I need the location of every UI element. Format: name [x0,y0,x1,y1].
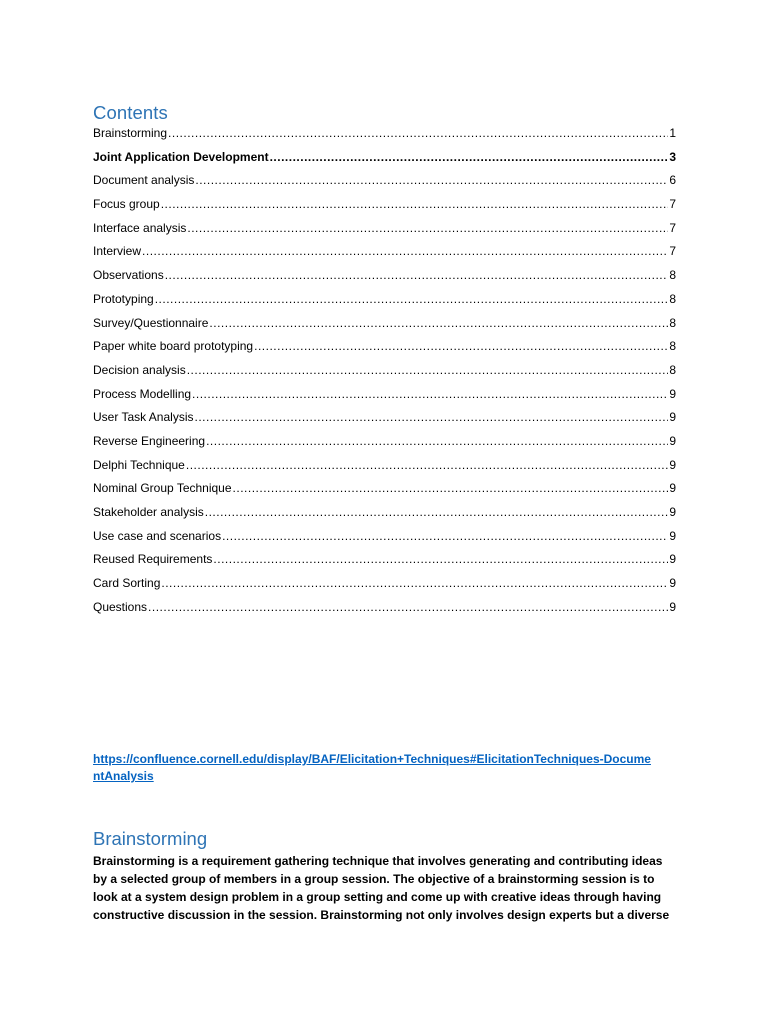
toc-entry[interactable] [93,505,676,529]
toc-entry-page-number: 1 [669,126,676,140]
toc-entry[interactable] [93,529,676,553]
toc-entry[interactable] [93,244,676,268]
toc-entry[interactable] [93,600,676,624]
toc-entry[interactable] [93,268,676,292]
toc-entry-label: Focus group [93,197,160,212]
toc-dot-leader [187,363,669,377]
toc-entry-page-number: 8 [669,268,676,283]
reference-link[interactable]: https://confluence.cornell.edu/display/BAF/Elicitation+Techniques#ElicitationTechniques-DocumentAnalysis [93,752,651,783]
toc-entry-page-number: 7 [669,220,676,235]
toc-entry-label: Joint Application Development [93,149,269,164]
toc-entry-label: Decision analysis [93,362,186,377]
toc-entry-label: Prototyping [93,291,154,306]
toc-dot-leader [142,244,668,258]
toc-entry-page-number: 9 [669,552,676,567]
table-of-contents [93,126,676,623]
toc-entry-page-number: 9 [669,410,676,425]
toc-entry-label: Reverse Engineering [93,433,206,448]
toc-entry[interactable] [93,150,676,174]
section-heading-brainstorming: Brainstorming [93,828,208,849]
toc-entry-label: User Task Analysis [93,410,194,425]
toc-entry-label: Observations [93,268,164,283]
toc-entry[interactable] [93,363,676,387]
toc-entry-page-number: 9 [669,528,676,543]
toc-entry-page-number: 8 [669,362,676,377]
toc-entry[interactable] [93,197,676,221]
toc-entry-page-number: 8 [669,315,676,330]
toc-entry-page-number: 7 [669,197,676,212]
toc-entry[interactable] [93,126,676,150]
toc-entry-label: Brainstorming [93,126,168,140]
toc-entry[interactable] [93,481,676,505]
toc-heading: Contents [93,102,168,123]
toc-dot-leader [270,150,669,164]
toc-dot-leader [165,268,669,282]
toc-dot-leader [148,600,668,614]
toc-entry-page-number: 9 [669,599,676,614]
toc-dot-leader [254,339,668,353]
toc-entry[interactable] [93,410,676,434]
toc-entry-page-number: 7 [669,244,676,259]
toc-entry-label: Card Sorting [93,576,161,591]
toc-dot-leader [222,529,668,543]
toc-dot-leader [186,458,668,472]
toc-dot-leader [195,173,668,187]
toc-dot-leader [161,197,669,211]
toc-entry-label: Document analysis [93,173,195,188]
toc-entry-page-number: 9 [669,505,676,519]
toc-entry-label: Reused Requirements [93,552,213,567]
toc-entry[interactable] [93,552,676,576]
toc-entry[interactable] [93,173,676,197]
toc-entry-label: Process Modelling [93,386,192,401]
toc-entry[interactable] [93,434,676,458]
toc-entry-label: Paper white board prototyping [93,339,254,354]
section-body-text: Brainstorming is a requirement gathering technique that involves generating and contributing ideas by a selected group of members in a group session. The objective of a brainstorming session is to look at a system design problem in a group setting and come up with creative ideas through having constructive discussion in the session. Brainstorming not only involves design experts but a diverse [93,854,670,922]
toc-entry-label: Interface analysis [93,220,187,235]
toc-entry[interactable] [93,292,676,316]
toc-dot-leader [192,387,668,401]
toc-dot-leader [209,316,668,330]
toc-entry[interactable] [93,339,676,363]
toc-entry-label: Use case and scenarios [93,528,222,543]
toc-entry-label: Delphi Technique [93,457,185,472]
toc-dot-leader [161,576,668,590]
toc-entry[interactable] [93,458,676,482]
toc-entry-page-number: 9 [669,457,676,472]
toc-entry-label: Questions [93,599,148,614]
toc-dot-leader [213,552,668,566]
toc-dot-leader [168,126,668,140]
toc-entry[interactable] [93,316,676,340]
toc-entry-page-number: 6 [669,173,676,188]
toc-entry-label: Stakeholder analysis [93,505,204,519]
toc-entry-label: Interview [93,244,142,259]
toc-entry-page-number: 9 [669,386,676,401]
toc-dot-leader [206,434,668,448]
toc-dot-leader [155,292,669,306]
toc-entry-label: Nominal Group Technique [93,481,232,496]
toc-entry[interactable] [93,387,676,411]
toc-dot-leader [233,481,669,495]
toc-entry-page-number: 8 [669,339,676,354]
toc-dot-leader [187,221,668,235]
toc-entry[interactable] [93,221,676,245]
toc-dot-leader [194,410,668,424]
toc-entry-page-number: 8 [669,291,676,306]
toc-entry[interactable] [93,576,676,600]
toc-entry-page-number: 9 [669,481,676,496]
toc-entry-page-number: 3 [669,149,676,164]
toc-entry-label: Survey/Questionnaire [93,315,209,330]
toc-entry-page-number: 9 [669,576,676,591]
toc-dot-leader [205,505,669,519]
toc-entry-page-number: 9 [669,433,676,448]
